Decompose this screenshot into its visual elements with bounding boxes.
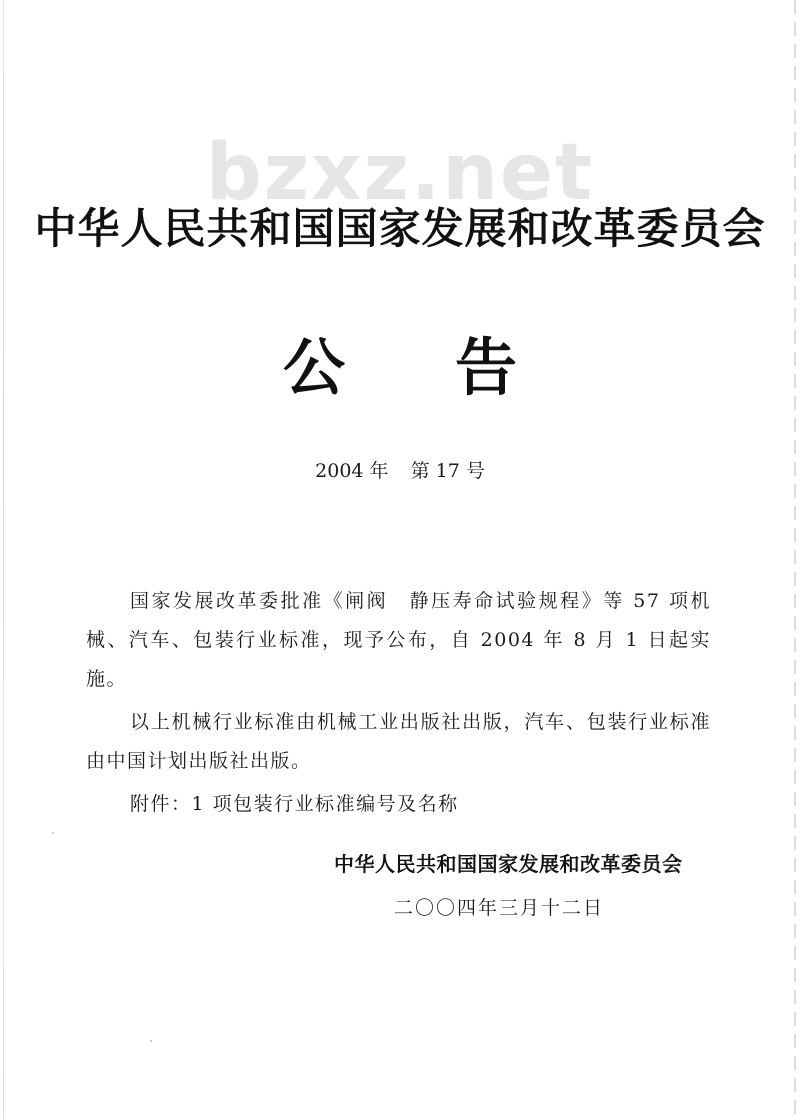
body-paragraph-publishers: 以上机械行业标准由机械工业出版社出版，汽车、包装行业标准由中国计划出版社出版。 <box>86 711 711 772</box>
watermark: bzxz.net <box>205 128 595 218</box>
document-type-heading: 公告 <box>282 331 627 404</box>
issue-date: 二〇〇四年三月十二日 <box>394 897 605 919</box>
scan-speck <box>52 832 54 834</box>
scan-speck <box>150 1040 152 1042</box>
issuer-title: 中华人民共和国国家发展和改革委员会 <box>34 204 766 253</box>
announcement-body <box>86 582 711 828</box>
issuer-signature: 中华人民共和国国家发展和改革委员会 <box>334 852 683 876</box>
body-paragraph-approval: 国家发展改革委批准《闸阀 静压寿命试验规程》等 57 项机械、汽车、包装行业标准，现予公布，自 2004 年 8 月 1 日起实施。 <box>86 590 711 690</box>
body-paragraph-attachment: 附件：1 项包装行业标准编号及名称 <box>130 793 459 815</box>
document-serial: 第 17 号 <box>410 460 485 482</box>
document-number <box>0 456 800 483</box>
document-year: 2004 年 <box>315 460 389 482</box>
